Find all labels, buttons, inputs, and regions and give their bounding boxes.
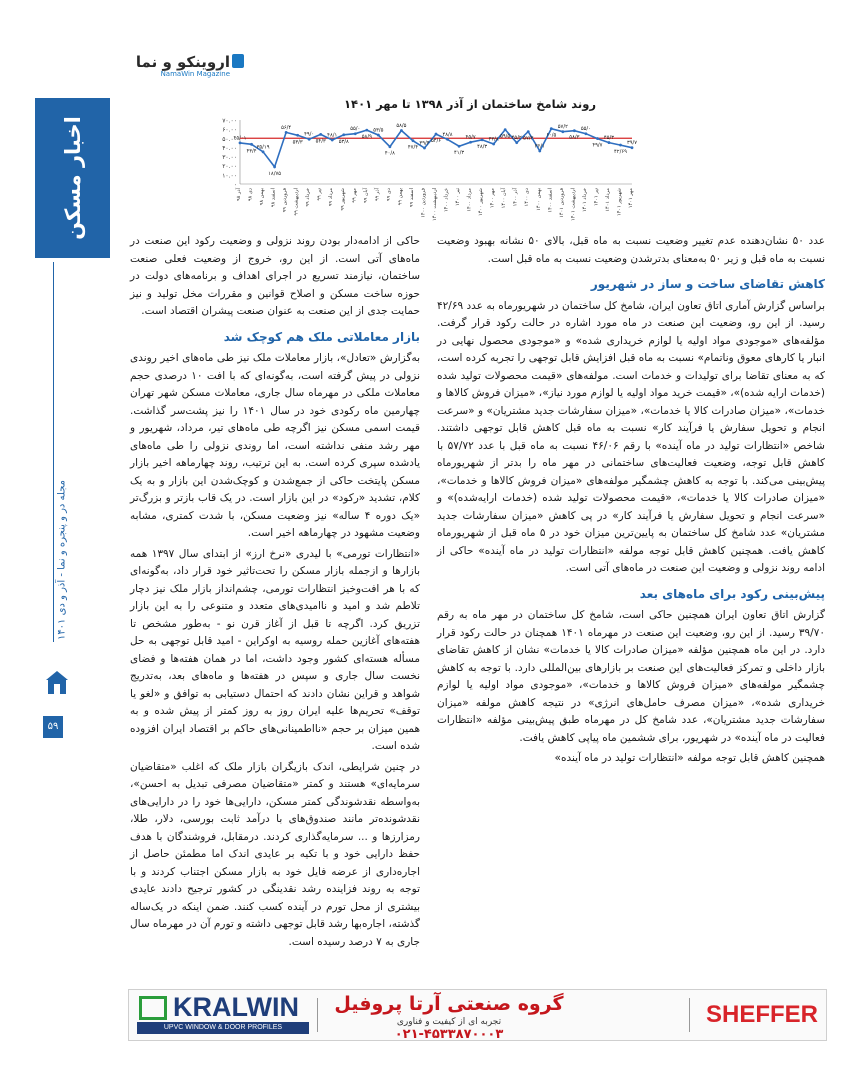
x-tick-label: آبان ۹۹ xyxy=(362,188,369,203)
arta-phone: ۰۲۱-۴۵۳۳۸۷۰۰۰۳ xyxy=(394,1027,504,1042)
data-point xyxy=(561,130,564,133)
logo-subtitle: NamaWin Magazine xyxy=(160,70,230,78)
x-tick-label: اسفند ۱۴۰۰ xyxy=(547,188,554,213)
x-tick-label: آذر ۹۸ xyxy=(236,188,242,201)
data-label: ۴۱/۳ xyxy=(454,150,465,157)
x-tick-label: بهمن ۱۴۰۰ xyxy=(535,188,542,211)
logo-mark-icon xyxy=(232,54,244,68)
data-point xyxy=(481,138,484,141)
data-point xyxy=(458,145,461,148)
data-label: ۵۴/۶ xyxy=(430,138,442,145)
data-label: ۴۹/۰ xyxy=(304,131,315,138)
data-label: ۵۷/۳ xyxy=(523,135,534,142)
data-label: ۴۵/۷ xyxy=(465,134,476,141)
data-point xyxy=(423,147,426,150)
kralwin-logo xyxy=(137,994,309,1034)
paragraph: «انتظارات تورمی» با لیدری «نرخ ارز» از ابتدای سال ۱۳۹۷ همه بازارها و ازجمله بازار مسکن را تحت‌تاثیر خود قرار داد، به‌گونه‌ای که با هر افت‌وخیز انتظارات تورمی، چشم‌انداز بازار ملک نیز دچار تلاطم شد و امید و ناامیدی‌های متعدد و متنوعی را به این بازار تزریق کرد. اگرچه تا قبل از آغاز قرن نو - به‌طور مشخص تا هفته‌های آغازین حمله روسیه به اوکراین - امید قابل توجهی به حل مسأله هسته‌ای کشور وجود داشت، اما در همان هفته‌ها و فضای نخست سال جاری و سپس در هفته‌ها و ماه‌های بعد، به‌تدریج شواهد و قراین نشان دادند که احتمال دستیابی به توافق و «لغو یا توقف» تحریم‌ها علیه ایران روز به روز کمتر از پیش شده و به همین میزان بر حجم «نااطمینانی‌های حاکم بر اقتصاد ایران افزوده شده است. xyxy=(130,547,420,752)
kralwin-name: KRALWIN xyxy=(173,992,299,1022)
x-tick-label: مرداد ۱۴۰۰ xyxy=(466,188,473,212)
paragraph: براساس گزارش آماری اتاق تعاون ایران، شامخ کل ساختمان در شهریورماه به عدد ۴۲/۶۹ رسید. از این رو، وضعیت این صنعت در ماه مورد اشاره در حالت رکود قرار گرفت. مؤلفه‌های «موجودی مواد اولیه یا لوازم خریداری شده» و «موجودی محصول نهایی در انبار یا کارهای معوق وناتمام» نسبت به ماه قبل افزایش قابل توجهی را تجربه کرده است، که به معنای تقاضا برای تولیدات و خدمات است. مولفه‌های «قیمت محصولات تولید شده (خدمات ارایه شده)»، «قیمت خرید مواد اولیه یا لوازم مورد نیاز»، «میزان فروش کالاها و خدمات»، «میزان صادرات کالا یا خدمات»، «میزان سفارشات جدید مشتریان» و «سرعت انجام و تحویل سفارش یا فرآیند کار» نسبت به ماه قبل کاهش قابل توجهی داشتند. شاخص «انتظارات تولید در ماه آینده» با رقم ۴۶/۰۶ نسبت به ماه قبل با عدد ۵۷/۷۲ با کاهش قابل توجه، وضعیت فعالیت‌های ساختمانی در مهر ماه را بدتر از شهریورماه پیش‌بینی می‌کند. با توجه به کاهش چشمگیر مولفه‌های «میزان فروش کالاها و خدمات»، «میزان صادرات کالا یا خدمات»، «قیمت محصولات تولید شده (خدمات ارایه‌شده)» و «سرعت انجام و تحویل سفارش یا فرآیند کار» در پی کاهش «میزان سفارشات جدید مشتریان» عدد شامخ کل ساختمان به پایین‌ترین میزان خود در ۵ ماه قبل از شهریورماه کاهش یافت. همچنین کاهش قابل توجه مولفه «انتظارات تولید در ماه آینده» حاکی از ادامه روند نزولی و وضعیت این صنعت در ماه‌های آتی است. xyxy=(437,299,825,574)
data-point xyxy=(469,141,472,144)
window-icon xyxy=(139,996,167,1020)
chart-title: روند شامخ ساختمان از آذر ۱۳۹۸ تا مهر ۱۴۰۱ xyxy=(344,97,596,111)
logo-name: اروینکو و نما xyxy=(135,53,230,71)
data-point xyxy=(573,129,576,132)
data-label: ۴۸/۳ xyxy=(477,143,488,150)
data-point xyxy=(515,141,518,144)
data-label: ۵۵/۰ xyxy=(350,126,361,133)
y-tick-label: ۷۰.۰۰ xyxy=(222,117,237,125)
data-label: ۵۷/۲ xyxy=(557,124,568,131)
x-tick-label: بهمن ۹۹ xyxy=(397,188,404,206)
section-tab xyxy=(35,98,110,258)
paragraph: عدد ۵۰ نشان‌دهنده عدم تغییر وضعیت نسبت به ماه قبل، بالای ۵۰ نشانه بهبود وضعیت نسبت به ماه قبل و زیر ۵۰ به‌معنای بدترشدن وضعیت نسبت به ماه قبل است. xyxy=(437,235,825,265)
y-tick-label: ۲۰.۰۰ xyxy=(222,163,237,171)
data-point xyxy=(285,131,288,134)
y-tick-label: ۶۰.۰۰ xyxy=(222,126,237,134)
section-tab-label: اخبار مسکن xyxy=(60,116,85,240)
x-tick-label: مهر ۹۹ xyxy=(351,188,358,203)
data-point xyxy=(331,139,334,142)
data-label: ۳۶/۱ xyxy=(534,143,545,150)
x-tick-label: اردیبهشت ۹۹ xyxy=(293,188,300,216)
paragraph: در چنین شرایطی، اندک بازیگران بازار ملک که اغلب «متقاضیان سرمایه‌ای» هستند و کمتر «متقاضیان مصرفی تبدیل به احسن»، به‌واسطه نقدشوندگی کمتر مسکن، دارایی‌ها خود را در دارایی‌های نقدشونده‌تر مانند صندوق‌های با درآمد ثابت بورسی، دلار، طلا، رمزارزها و ... سرمایه‌گذاری کردند. درمقابل، فروشندگان با هدف حفظ دارایی خود و با تکیه بر عایدی اندک اما مطمئن حاصل از اجاره‌داری از عرضه فایل خود به بازار مسکن اجتناب کردند و با توجه به روند فزاینده رشد نقدینگی در کشور ترجیح دادند عایدی بیشتری از محل تورم در آینده کسب کنند. ضمن اینکه در یک‌ساله گذشته، اجاره‌بها رشد قابل توجهی داشته و تورم آن در مهرماه سال جاری به ۷ درصد رسیده است. xyxy=(129,760,420,948)
data-point xyxy=(239,141,242,144)
y-tick-label: ۰ xyxy=(233,181,237,189)
data-label: ۴۵/۳ xyxy=(603,135,614,142)
arta-tagline: تجربه ای از کیفیت و فناوری xyxy=(396,1017,502,1027)
paragraph: گزارش اتاق تعاون ایران همچنین حاکی است، شامخ کل ساختمان در مهر ماه به رقم ۳۹/۷۰ رسید. از این رو، وضعیت این صنعت در مهرماه ۱۴۰۱ همچنان در حالت رکود قرار دارد. در این ماه همچنین مؤلفه «میزان صادرات کالا یا خدمات» نشان از کاهش تقاضای بازار داخلی و تمرکز فعالیت‌های این صنعت بر بازارهای بین‌المللی دارد. با توجه به کاهش چشمگیر مولفه‌های «میزان فروش کالاها و خدمات»، «موجودی مواد اولیه یا لوازم خریداری شده»، «میزان مصرف حامل‌های انرژی» در نتیجه کاهش مولفه «میزان سفارشات جدید مشتریان»، عدد شامخ کل در مهرماه طبق پیش‌بینی مؤلفه «انتظارات فعالیت در ماه آینده» در شهریور، برای ششمین ماه پیاپی کاهش یافت. xyxy=(437,609,825,744)
data-point xyxy=(550,127,553,130)
data-label: ۴۰/۸ xyxy=(384,150,395,157)
x-tick-label: آذر ۱۴۰۰ xyxy=(512,188,519,207)
data-point xyxy=(446,138,449,141)
data-point xyxy=(342,133,345,136)
data-label: ۳۵/۱۹ xyxy=(256,144,270,151)
section-heading: کاهش تقاضای ساخت و ساز در شهریور xyxy=(590,277,825,291)
paragraph: همچنین کاهش قابل توجه مولفه «انتظارات تولید در ماه آینده» xyxy=(554,752,825,764)
x-tick-label: مرداد ۹۹ xyxy=(328,188,335,207)
data-label: ۳۹/۴ xyxy=(419,140,430,147)
sheffer-logo: SHEFFER xyxy=(706,1001,819,1028)
x-tick-label: خرداد ۱۴۰۱ xyxy=(581,188,588,213)
data-point xyxy=(596,137,599,140)
x-tick-label: تیر ۹۹ xyxy=(316,188,323,201)
data-label: ۴۸/۱ xyxy=(327,132,338,139)
paragraph: حاکی از ادامه‌دار بودن روند نزولی و وضعیت رکود این صنعت در ماه‌های آتی است. از این رو، خروج از وضعیت فعلی صنعت ساختمان، نیازمند تسریع در اجرای اهداف و برنامه‌های دولت در حوزه ساخت مسکن و اصلاح قوانین و مقررات مخل تولید و نیز حمایت جدی از این صنعت به عنوان صنعت پیشران اقتصاد است. xyxy=(130,235,420,317)
data-point xyxy=(354,132,357,135)
x-tick-label: خرداد ۹۹ xyxy=(305,188,312,207)
data-point xyxy=(608,141,611,144)
y-tick-label: ۵۰.۰۰ xyxy=(222,135,237,143)
data-label: ۶۰/۵ xyxy=(546,132,557,139)
data-point xyxy=(435,133,438,136)
data-point xyxy=(296,134,299,137)
data-label: ۴۳/۴ xyxy=(246,148,257,155)
x-tick-label: فروردین ۱۴۰۱ xyxy=(558,188,565,218)
section-heading: پیش‌بینی رکود برای ماه‌های بعد xyxy=(639,586,825,601)
footer-advertisement xyxy=(128,989,827,1041)
x-tick-label: مرداد ۱۴۰۱ xyxy=(604,188,611,212)
x-tick-label: تیر ۱۴۰۰ xyxy=(455,188,462,206)
data-label: ۵۹/۵ xyxy=(500,133,511,140)
arta-profile-block xyxy=(324,992,574,1042)
x-tick-label: آبان ۱۴۰۰ xyxy=(501,188,508,209)
x-tick-label: خرداد ۱۴۰۰ xyxy=(443,188,450,213)
x-tick-label: اسفند ۹۸ xyxy=(270,188,277,208)
data-label: ۵۸/۳ xyxy=(569,134,580,141)
data-label: ۵۳/۸ xyxy=(338,138,349,145)
data-label: ۵۵/۰ xyxy=(580,126,591,133)
data-point xyxy=(365,129,368,132)
data-point xyxy=(584,132,587,135)
data-point xyxy=(619,144,622,147)
data-point xyxy=(308,138,311,141)
data-point xyxy=(527,130,530,133)
y-tick-label: ۳۰.۰۰ xyxy=(222,154,237,162)
data-label: ۳۹/۷ xyxy=(626,140,638,147)
x-tick-label: شهریور ۹۹ xyxy=(339,188,346,211)
x-tick-label: اردیبهشت ۱۴۰۱ xyxy=(570,188,577,221)
data-label: ۴۷/۴ xyxy=(407,144,418,151)
x-tick-label: اسفند ۹۹ xyxy=(408,188,415,208)
data-point xyxy=(504,128,507,131)
data-point xyxy=(388,145,391,148)
x-tick-label: فروردین ۹۹ xyxy=(282,188,289,213)
data-label: ۴۵/۰۱ xyxy=(233,135,247,142)
data-point xyxy=(250,143,253,146)
data-label: ۱۸/۷۵ xyxy=(268,170,282,177)
data-label: ۴۵/۲ xyxy=(511,135,522,142)
ad-divider xyxy=(317,998,318,1032)
x-tick-label: فروردین ۱۴۰۰ xyxy=(420,188,427,218)
x-tick-label: تیر ۱۴۰۱ xyxy=(593,188,600,206)
data-label: ۴۲/۶۹ xyxy=(614,149,627,156)
data-point xyxy=(412,139,415,142)
x-tick-label: آذر ۹۹ xyxy=(374,188,381,201)
page-number: ۵۹ xyxy=(43,716,63,738)
data-point xyxy=(538,150,541,153)
kralwin-subtitle: UPVC WINDOW & DOOR PROFILES xyxy=(137,1022,309,1034)
data-point xyxy=(377,134,380,137)
data-label: ۴۳/۸ xyxy=(488,136,499,143)
sidebar-divider xyxy=(53,262,54,642)
house-icon xyxy=(45,670,69,696)
ad-divider xyxy=(689,998,690,1032)
x-tick-label: شهریور ۱۴۰۱ xyxy=(616,188,623,216)
x-tick-label: مهر ۱۴۰۰ xyxy=(489,188,496,209)
data-label: ۵۶/۴ xyxy=(281,124,292,131)
y-tick-label: ۱۰.۰۰ xyxy=(222,172,237,180)
article-left-column xyxy=(130,233,420,954)
data-label: ۵۳/۵ xyxy=(373,127,384,134)
x-tick-label: بهمن ۹۸ xyxy=(259,188,266,206)
article-right-column xyxy=(437,233,825,771)
section-heading: بازار معاملاتی ملک هم کوچک شد xyxy=(223,329,420,344)
data-point xyxy=(400,129,403,132)
data-label: ۴۸/۸ xyxy=(442,131,453,138)
data-label: ۴۹/۷ xyxy=(592,142,603,149)
x-tick-label: دی ۹۹ xyxy=(385,188,392,202)
x-tick-label: شهریور ۱۴۰۰ xyxy=(478,188,485,216)
data-label: ۵۳/۳ xyxy=(292,139,303,146)
arta-title: گروه صنعتی آرتا پروفیل xyxy=(334,993,564,1015)
x-tick-label: اردیبهشت ۱۴۰۰ xyxy=(432,188,438,221)
building-index-chart xyxy=(200,112,640,230)
x-tick-label: دی ۱۴۰۰ xyxy=(524,188,531,207)
magazine-logo xyxy=(130,54,230,78)
data-label: ۵۴/۳ xyxy=(315,138,326,145)
magazine-info: مجله در و پنجره و نما - آذر و دی ۱۴۰۱ xyxy=(56,479,68,641)
data-point xyxy=(273,166,276,169)
data-point xyxy=(262,150,265,153)
y-tick-label: ۴۰.۰۰ xyxy=(222,144,237,152)
data-point xyxy=(492,143,495,146)
data-label: ۵۸/۵ xyxy=(396,123,407,130)
x-tick-label: مهر ۱۴۰۱ xyxy=(628,188,634,209)
paragraph: به‌گزارش «تعادل»، بازار معاملات ملک نیز طی ماه‌های اخیر روندی نزولی در پیش گرفته است، به‌گونه‌ای که با افت ۱۰ درصدی حجم معاملات ملکی در مهرماه سال جاری، معاملات مسکن شهر تهران چهارمین ماه رکودی خود در سال ۱۴۰۱ را نیز پشت‌سر گذاشت. قیمت اسمی مسکن نیز اگرچه طی ماه‌های تیر، مرداد، شهریور و مهر رشد منفی نداشته است، اما روندی نزولی را طی ماه‌های یادشده سپری کرده است. به این ترتیب، روند چهارماهه اخیر بازار مسکن پایتخت حاکی از جمع‌شدن و کوچک‌شدن این بازار و به یک کلام، تشدید «رکود» در این بازار است. در یک قاب بازتر و بزرگ‌تر «یک دوره ۴ ساله» نیز وضعیت مسکن، با شدت کمتری، مشابه وضعیت مشهود در چهارماهه اخیر است. xyxy=(130,352,421,539)
data-label: ۵۸/۹ xyxy=(361,134,372,141)
data-point xyxy=(631,146,634,149)
x-tick-label: دی ۹۸ xyxy=(247,188,254,202)
data-point xyxy=(319,133,322,136)
